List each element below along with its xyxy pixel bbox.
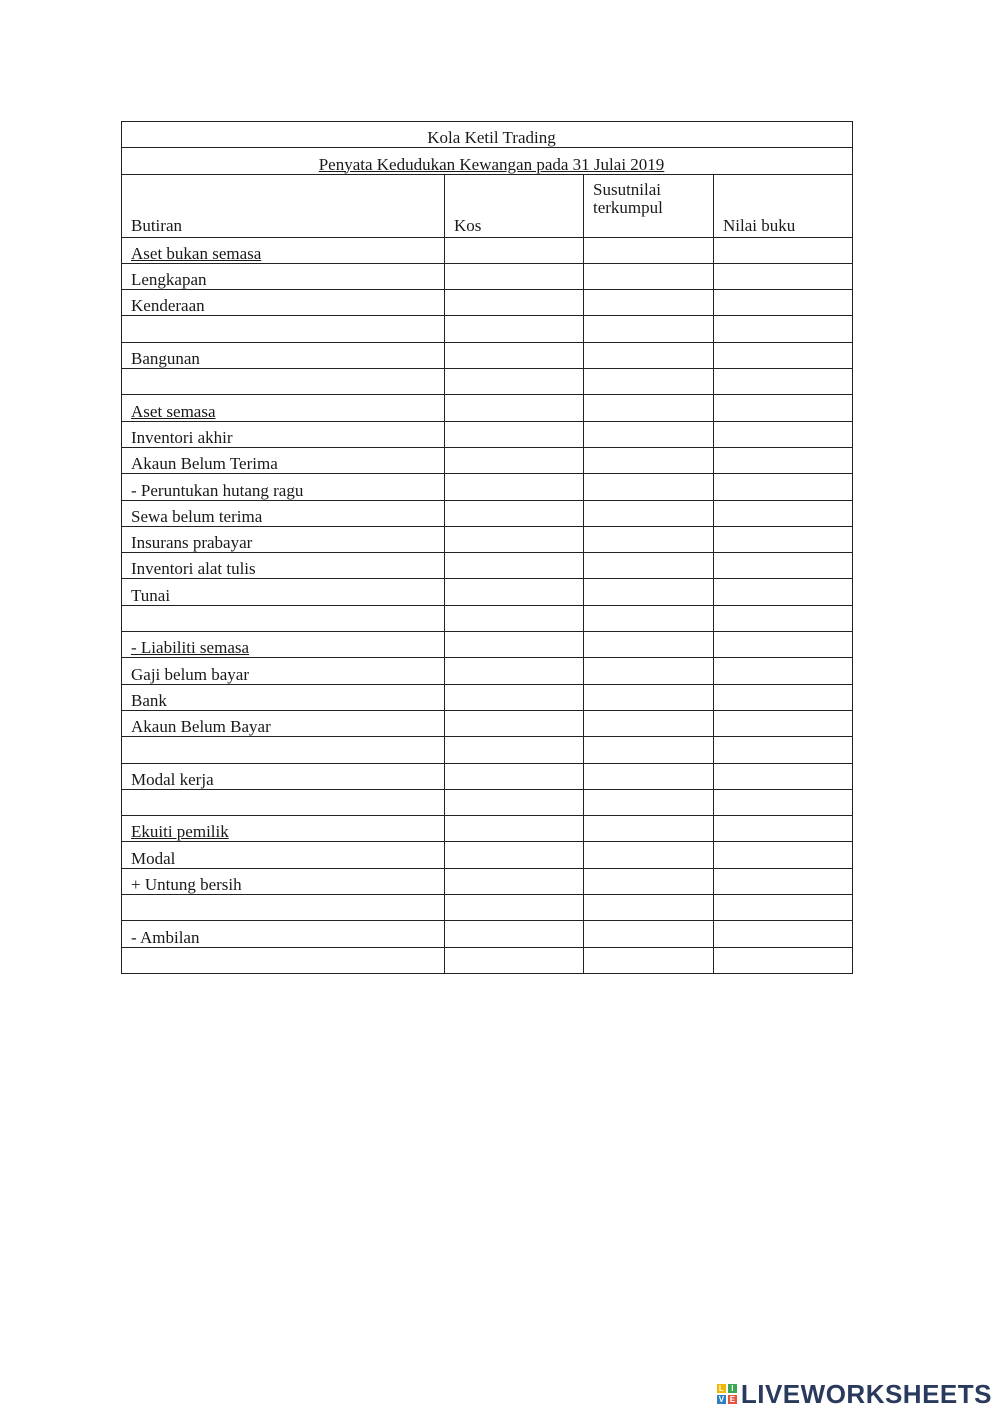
logo-square: I bbox=[728, 1384, 737, 1393]
row-label: Bangunan bbox=[122, 342, 445, 368]
row-label: Ekuiti pemilik bbox=[122, 816, 445, 842]
susutnilai-cell[interactable] bbox=[584, 579, 714, 605]
susutnilai-cell[interactable] bbox=[584, 500, 714, 526]
table-row bbox=[122, 237, 853, 263]
susutnilai-cell[interactable] bbox=[584, 421, 714, 447]
kos-cell[interactable] bbox=[445, 500, 584, 526]
kos-cell[interactable] bbox=[445, 710, 584, 736]
susutnilai-cell[interactable] bbox=[584, 684, 714, 710]
table-row bbox=[122, 579, 853, 605]
header-kos: Kos bbox=[445, 174, 584, 237]
susutnilai-cell[interactable] bbox=[584, 553, 714, 579]
row-label: Lengkapan bbox=[122, 263, 445, 289]
table-row bbox=[122, 605, 853, 631]
table-row bbox=[122, 342, 853, 368]
row-label: - Peruntukan hutang ragu bbox=[122, 474, 445, 500]
kos-cell[interactable] bbox=[445, 290, 584, 316]
nilai-buku-cell[interactable] bbox=[714, 868, 853, 894]
kos-cell[interactable] bbox=[445, 658, 584, 684]
kos-cell[interactable] bbox=[445, 526, 584, 552]
susutnilai-cell[interactable] bbox=[584, 369, 714, 395]
nilai-buku-cell[interactable] bbox=[714, 316, 853, 342]
susutnilai-cell[interactable] bbox=[584, 868, 714, 894]
table-row bbox=[122, 632, 853, 658]
susutnilai-cell[interactable] bbox=[584, 526, 714, 552]
kos-cell[interactable] bbox=[445, 895, 584, 921]
logo-square: L bbox=[717, 1384, 726, 1393]
nilai-buku-cell[interactable] bbox=[714, 895, 853, 921]
row-label bbox=[122, 369, 445, 395]
financial-statement-table bbox=[121, 121, 853, 974]
kos-cell[interactable] bbox=[445, 579, 584, 605]
nilai-buku-cell[interactable] bbox=[714, 500, 853, 526]
table-row bbox=[122, 737, 853, 763]
brand-name: LIVEWORKSHEETS bbox=[740, 1378, 992, 1409]
nilai-buku-cell[interactable] bbox=[714, 737, 853, 763]
nilai-buku-cell[interactable] bbox=[714, 579, 853, 605]
kos-cell[interactable] bbox=[445, 237, 584, 263]
liveworksheets-brand bbox=[717, 1379, 992, 1409]
nilai-buku-cell[interactable] bbox=[714, 816, 853, 842]
susutnilai-cell[interactable] bbox=[584, 605, 714, 631]
row-label: Tunai bbox=[122, 579, 445, 605]
table-row bbox=[122, 447, 853, 473]
logo-square: V bbox=[718, 1395, 725, 1404]
nilai-buku-cell[interactable] bbox=[714, 369, 853, 395]
kos-cell[interactable] bbox=[445, 605, 584, 631]
susutnilai-cell[interactable] bbox=[584, 447, 714, 473]
kos-cell[interactable] bbox=[445, 737, 584, 763]
susutnilai-cell[interactable] bbox=[584, 263, 714, 289]
kos-cell[interactable] bbox=[445, 369, 584, 395]
row-label: - Liabiliti semasa bbox=[122, 632, 445, 658]
nilai-buku-cell[interactable] bbox=[714, 342, 853, 368]
susutnilai-cell[interactable] bbox=[584, 710, 714, 736]
susutnilai-cell[interactable] bbox=[584, 395, 714, 421]
row-label bbox=[122, 895, 445, 921]
table-row bbox=[122, 921, 853, 947]
kos-cell[interactable] bbox=[445, 342, 584, 368]
table-row bbox=[122, 947, 853, 973]
row-label: Modal bbox=[122, 842, 445, 868]
table-row bbox=[122, 421, 853, 447]
kos-cell[interactable] bbox=[445, 632, 584, 658]
kos-cell[interactable] bbox=[445, 947, 584, 973]
header-butiran: Butiran bbox=[122, 174, 445, 237]
nilai-buku-cell[interactable] bbox=[714, 553, 853, 579]
nilai-buku-cell[interactable] bbox=[714, 842, 853, 868]
table-row bbox=[122, 526, 853, 552]
nilai-buku-cell[interactable] bbox=[714, 290, 853, 316]
kos-cell[interactable] bbox=[445, 763, 584, 789]
row-label: Aset bukan semasa bbox=[122, 237, 445, 263]
header-nilai-buku: Nilai buku bbox=[714, 174, 853, 237]
nilai-buku-cell[interactable] bbox=[714, 789, 853, 815]
susutnilai-cell[interactable] bbox=[584, 342, 714, 368]
row-label bbox=[122, 737, 445, 763]
table-row bbox=[122, 474, 853, 500]
statement-title: Penyata Kedudukan Kewangan pada 31 Julai 2019 bbox=[318, 154, 665, 174]
logo-square: E bbox=[729, 1395, 736, 1404]
susutnilai-cell[interactable] bbox=[584, 947, 714, 973]
nilai-buku-cell[interactable] bbox=[714, 921, 853, 947]
table-row bbox=[122, 763, 853, 789]
nilai-buku-cell[interactable] bbox=[714, 447, 853, 473]
nilai-buku-cell[interactable] bbox=[714, 263, 853, 289]
susutnilai-cell[interactable] bbox=[584, 789, 714, 815]
kos-cell[interactable] bbox=[445, 842, 584, 868]
table-row bbox=[122, 553, 853, 579]
nilai-buku-cell[interactable] bbox=[714, 395, 853, 421]
nilai-buku-cell[interactable] bbox=[714, 658, 853, 684]
row-label bbox=[122, 789, 445, 815]
table-row bbox=[122, 263, 853, 289]
table-row bbox=[122, 658, 853, 684]
table-row bbox=[122, 868, 853, 894]
kos-cell[interactable] bbox=[445, 263, 584, 289]
row-label: Kenderaan bbox=[122, 290, 445, 316]
susutnilai-cell[interactable] bbox=[584, 237, 714, 263]
row-label: Modal kerja bbox=[122, 763, 445, 789]
row-label: + Untung bersih bbox=[122, 868, 445, 894]
kos-cell[interactable] bbox=[445, 684, 584, 710]
kos-cell[interactable] bbox=[445, 474, 584, 500]
row-label: Inventori alat tulis bbox=[122, 553, 445, 579]
nilai-buku-cell[interactable] bbox=[714, 237, 853, 263]
liveworksheets-logo-icon bbox=[717, 1384, 737, 1404]
nilai-buku-cell[interactable] bbox=[714, 474, 853, 500]
table-row bbox=[122, 842, 853, 868]
table-row bbox=[122, 369, 853, 395]
kos-cell[interactable] bbox=[445, 316, 584, 342]
nilai-buku-cell[interactable] bbox=[714, 421, 853, 447]
susutnilai-cell[interactable] bbox=[584, 474, 714, 500]
column-header-row bbox=[122, 174, 853, 237]
table-row bbox=[122, 316, 853, 342]
susutnilai-cell[interactable] bbox=[584, 842, 714, 868]
kos-cell[interactable] bbox=[445, 447, 584, 473]
nilai-buku-cell[interactable] bbox=[714, 763, 853, 789]
table-row bbox=[122, 395, 853, 421]
kos-cell[interactable] bbox=[445, 921, 584, 947]
susutnilai-cell[interactable] bbox=[584, 763, 714, 789]
row-label: Akaun Belum Bayar bbox=[122, 710, 445, 736]
table-row bbox=[122, 895, 853, 921]
susutnilai-cell[interactable] bbox=[584, 921, 714, 947]
table-row bbox=[122, 684, 853, 710]
row-label: Gaji belum bayar bbox=[122, 658, 445, 684]
nilai-buku-cell[interactable] bbox=[714, 710, 853, 736]
nilai-buku-cell[interactable] bbox=[714, 947, 853, 973]
company-name: Kola Ketil Trading bbox=[122, 122, 853, 148]
susutnilai-cell[interactable] bbox=[584, 816, 714, 842]
row-label bbox=[122, 605, 445, 631]
row-label: Inventori akhir bbox=[122, 421, 445, 447]
susutnilai-cell[interactable] bbox=[584, 895, 714, 921]
susutnilai-cell[interactable] bbox=[584, 290, 714, 316]
table-row bbox=[122, 500, 853, 526]
table-row bbox=[122, 789, 853, 815]
kos-cell[interactable] bbox=[445, 816, 584, 842]
table-row bbox=[122, 710, 853, 736]
row-label: Bank bbox=[122, 684, 445, 710]
row-label: Aset semasa bbox=[122, 395, 445, 421]
susutnilai-cell[interactable] bbox=[584, 316, 714, 342]
kos-cell[interactable] bbox=[445, 789, 584, 815]
kos-cell[interactable] bbox=[445, 553, 584, 579]
susutnilai-cell[interactable] bbox=[584, 737, 714, 763]
header-susutnilai: Susutnilai terkumpul bbox=[584, 174, 714, 237]
kos-cell[interactable] bbox=[445, 395, 584, 421]
kos-cell[interactable] bbox=[445, 421, 584, 447]
table-row bbox=[122, 816, 853, 842]
table-row bbox=[122, 290, 853, 316]
nilai-buku-cell[interactable] bbox=[714, 632, 853, 658]
nilai-buku-cell[interactable] bbox=[714, 526, 853, 552]
row-label: Insurans prabayar bbox=[122, 526, 445, 552]
row-label: - Ambilan bbox=[122, 921, 445, 947]
row-label bbox=[122, 947, 445, 973]
row-label: Akaun Belum Terima bbox=[122, 447, 445, 473]
nilai-buku-cell[interactable] bbox=[714, 684, 853, 710]
row-label bbox=[122, 316, 445, 342]
susutnilai-cell[interactable] bbox=[584, 658, 714, 684]
kos-cell[interactable] bbox=[445, 868, 584, 894]
row-label: Sewa belum terima bbox=[122, 500, 445, 526]
susutnilai-cell[interactable] bbox=[584, 632, 714, 658]
nilai-buku-cell[interactable] bbox=[714, 605, 853, 631]
